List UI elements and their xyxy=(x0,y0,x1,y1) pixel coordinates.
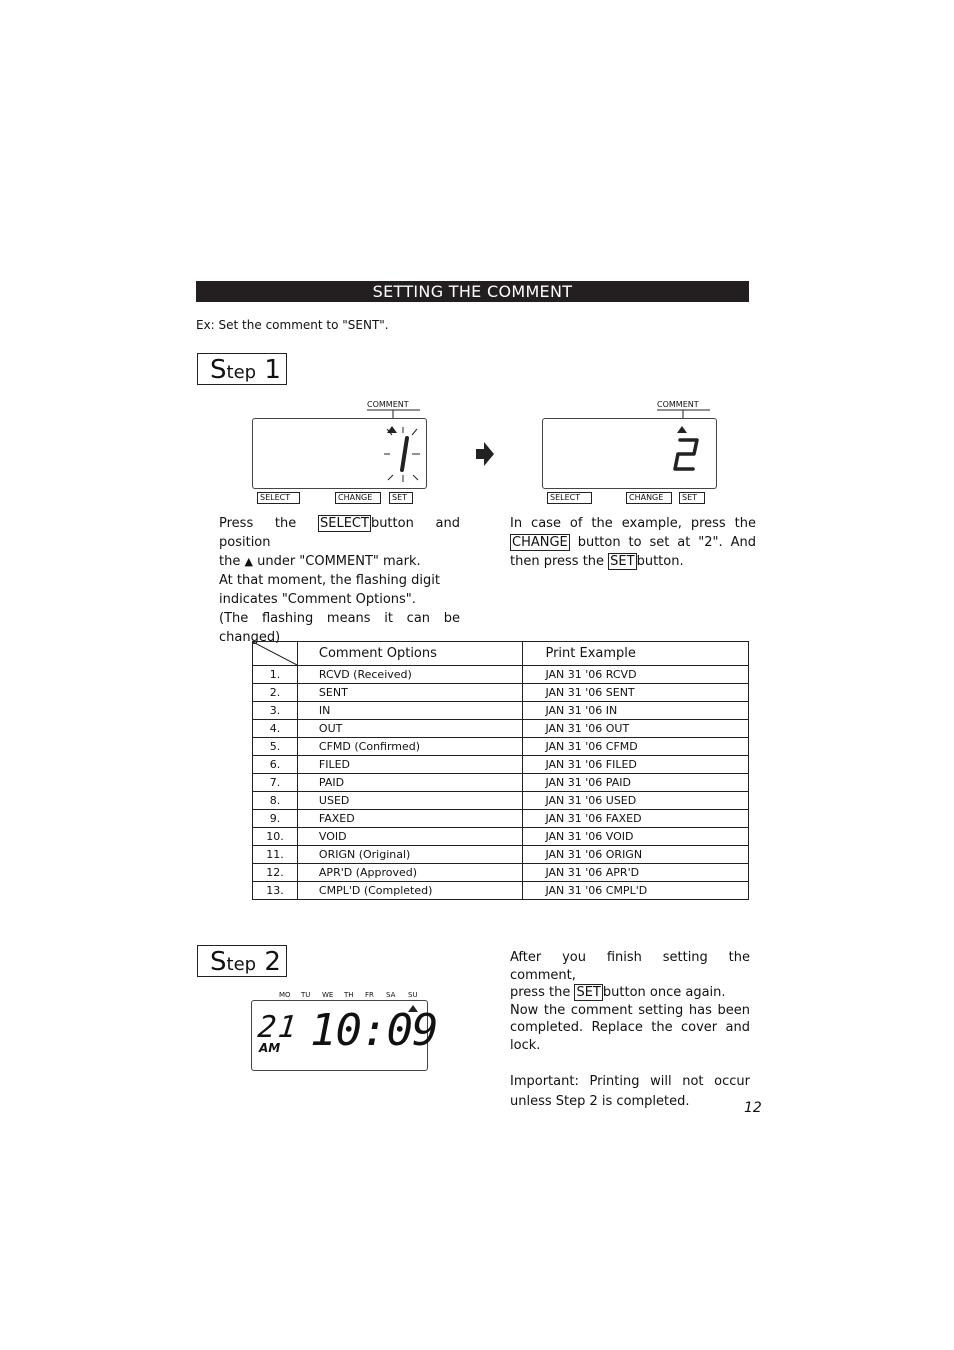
line-2: CHANGE button to set at "2". And xyxy=(512,535,756,550)
print-example: JAN 31 '06 FAXED xyxy=(523,810,749,828)
print-example: JAN 31 '06 CMPL'D xyxy=(523,882,749,900)
row-number: 3. xyxy=(253,702,298,720)
page-number: 12 xyxy=(744,1100,762,1116)
table-row xyxy=(253,756,749,774)
am-indicator: AM xyxy=(259,1041,281,1055)
print-example: JAN 31 '06 RCVD xyxy=(523,666,749,684)
comment-options-table xyxy=(252,641,749,900)
print-example: JAN 31 '06 IN xyxy=(523,702,749,720)
comment-label-right: COMMENT xyxy=(657,400,699,409)
comment-option: RCVD (Received) xyxy=(297,666,523,684)
intro-text: Ex: Set the comment to "SENT". xyxy=(196,318,389,332)
date-digits: 21 xyxy=(256,1010,300,1045)
table-row xyxy=(253,720,749,738)
row-number: 12. xyxy=(253,864,298,882)
digit-two-graphic xyxy=(670,422,710,482)
row-number: 11. xyxy=(253,846,298,864)
table-row xyxy=(253,792,749,810)
select-button-right[interactable]: SELECT xyxy=(547,492,592,504)
print-example: JAN 31 '06 USED xyxy=(523,792,749,810)
table-row xyxy=(253,702,749,720)
line-3: At that moment, the flashing digit xyxy=(219,573,440,588)
table-row xyxy=(253,684,749,702)
step2-instructions xyxy=(510,949,750,1110)
line-5: (The flashing means it can be xyxy=(219,611,460,626)
comment-option: CMPL'D (Completed) xyxy=(297,882,523,900)
comment-option: PAID xyxy=(297,774,523,792)
row-number: 10. xyxy=(253,828,298,846)
step2-heading: Step 2 xyxy=(197,945,287,977)
table-row xyxy=(253,774,749,792)
step1-right-instructions xyxy=(510,514,756,571)
print-example: JAN 31 '06 FILED xyxy=(523,756,749,774)
triangle-marker-icon xyxy=(677,426,687,433)
line-1: Press the SELECT button and position xyxy=(219,516,460,550)
table-row xyxy=(253,738,749,756)
row-number: 1. xyxy=(253,666,298,684)
table-row xyxy=(253,864,749,882)
table-row xyxy=(253,882,749,900)
step1-left-instructions xyxy=(219,514,460,647)
line-3: then press the SET button. xyxy=(510,554,684,569)
print-example: JAN 31 '06 PAID xyxy=(523,774,749,792)
comment-option: FILED xyxy=(297,756,523,774)
line-2: press the SET button once again. xyxy=(510,985,726,1000)
table-row xyxy=(253,828,749,846)
print-example: JAN 31 '06 SENT xyxy=(523,684,749,702)
comment-label-left: COMMENT xyxy=(367,400,409,409)
row-number: 2. xyxy=(253,684,298,702)
table-row xyxy=(253,846,749,864)
header-print-example: Print Example xyxy=(523,642,749,666)
line-5: Important: Printing will not occur xyxy=(510,1074,750,1089)
print-example: JAN 31 '06 APR'D xyxy=(523,864,749,882)
comment-option: CFMD (Confirmed) xyxy=(297,738,523,756)
table-header-row xyxy=(253,642,749,666)
line-4: completed. Replace the cover and lock. xyxy=(510,1020,750,1053)
table-row xyxy=(253,810,749,828)
comment-option: FAXED xyxy=(297,810,523,828)
line-6: unless Step 2 is completed. xyxy=(510,1093,690,1109)
arrow-right-icon xyxy=(474,441,496,467)
comment-option: USED xyxy=(297,792,523,810)
line-1: In case of the example, press the xyxy=(510,516,756,531)
triangle-marker-icon xyxy=(387,426,397,433)
select-button-left[interactable]: SELECT xyxy=(257,492,300,504)
corner-cell xyxy=(253,642,298,666)
print-example: JAN 31 '06 OUT xyxy=(523,720,749,738)
row-number: 4. xyxy=(253,720,298,738)
change-button-right[interactable]: CHANGE xyxy=(626,492,672,504)
row-number: 5. xyxy=(253,738,298,756)
print-example: JAN 31 '06 CFMD xyxy=(523,738,749,756)
comment-option: OUT xyxy=(297,720,523,738)
flashing-digit-graphic xyxy=(380,422,426,486)
print-example: JAN 31 '06 ORIGN xyxy=(523,846,749,864)
header-comment-options: Comment Options xyxy=(297,642,523,666)
section-title: SETTING THE COMMENT xyxy=(196,281,749,302)
line-6: changed) xyxy=(219,630,281,645)
triangle-up-icon: ▲ xyxy=(244,555,253,568)
line-2: the ▲ under "COMMENT" mark. xyxy=(219,554,421,569)
line-3: Now the comment setting has been xyxy=(510,1002,750,1018)
change-button-left[interactable]: CHANGE xyxy=(335,492,381,504)
print-example: JAN 31 '06 VOID xyxy=(523,828,749,846)
comment-option: SENT xyxy=(297,684,523,702)
set-button-left[interactable]: SET xyxy=(389,492,413,504)
comment-option: IN xyxy=(297,702,523,720)
set-button-right[interactable]: SET xyxy=(679,492,705,504)
row-number: 9. xyxy=(253,810,298,828)
line-4: indicates "Comment Options". xyxy=(219,592,416,607)
comment-option: ORIGN (Original) xyxy=(297,846,523,864)
row-number: 6. xyxy=(253,756,298,774)
step1-heading: Step 1 xyxy=(197,353,287,385)
row-number: 13. xyxy=(253,882,298,900)
line-1: After you finish setting the comment, xyxy=(510,950,750,983)
table-row xyxy=(253,666,749,684)
comment-option: APR'D (Approved) xyxy=(297,864,523,882)
comment-option: VOID xyxy=(297,828,523,846)
row-number: 7. xyxy=(253,774,298,792)
row-number: 8. xyxy=(253,792,298,810)
time-digits: 10:09 xyxy=(310,1005,438,1056)
